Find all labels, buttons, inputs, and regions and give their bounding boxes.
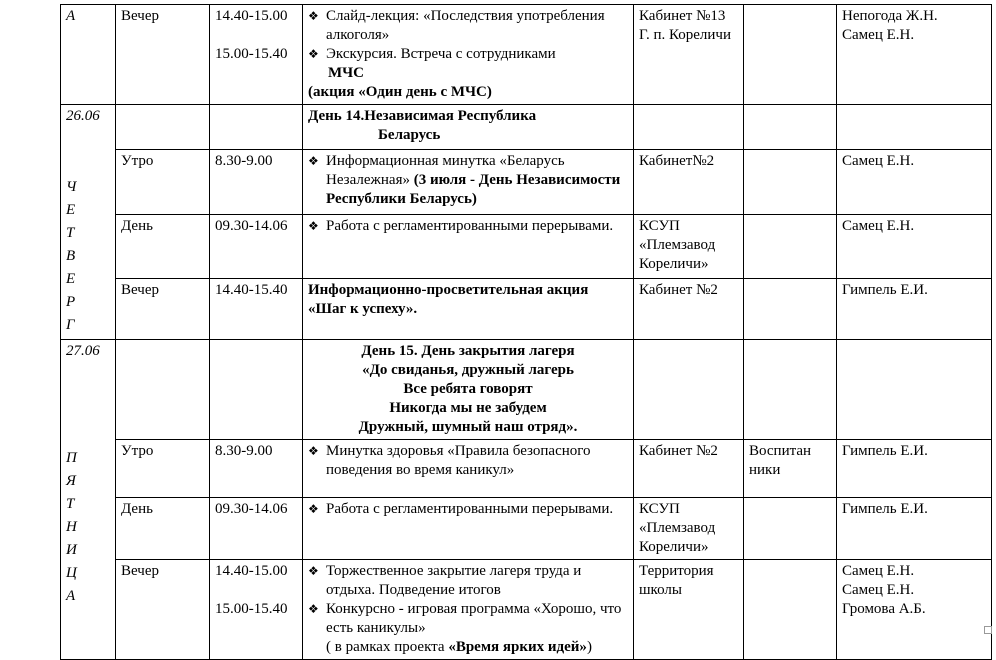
activity-cell: ❖ Работа с регламентированными перерывами. bbox=[303, 214, 634, 279]
responsible-cell: Самец Е.Н. Самец Е.Н. Громова А.Б. bbox=[837, 560, 992, 660]
bullet-icon: ❖ bbox=[308, 502, 319, 516]
table-row bbox=[61, 214, 992, 279]
table-row bbox=[61, 279, 992, 340]
part-of-day: Вечер bbox=[116, 5, 210, 105]
responsible-cell: Гимпель Е.И. bbox=[837, 440, 992, 498]
table-row bbox=[61, 149, 992, 214]
responsible-cell: Самец Е.Н. bbox=[837, 149, 992, 214]
weekday-letter: Ц bbox=[66, 565, 77, 581]
place-cell: КСУП «Племзавод Кореличи» bbox=[634, 214, 744, 279]
part-of-day: Вечер bbox=[116, 279, 210, 340]
table-row bbox=[61, 498, 992, 560]
bullet-icon: ❖ bbox=[308, 218, 319, 233]
time-cell: 8.30-9.00 bbox=[210, 149, 303, 214]
part-of-day: Утро bbox=[116, 440, 210, 498]
day-title-line: День 15. День закрытия лагеря bbox=[361, 343, 575, 359]
weekday-letter: И bbox=[66, 542, 77, 558]
time-cell: 14.40-15.00 15.00-15.40 bbox=[210, 5, 303, 105]
weekday-letter: Я bbox=[66, 473, 76, 489]
participants-cell bbox=[744, 560, 837, 660]
table-row bbox=[61, 5, 992, 105]
weekday-vertical bbox=[66, 176, 110, 337]
day-title-cell bbox=[303, 340, 634, 440]
place-cell: Кабинет №2 bbox=[634, 440, 744, 498]
weekday-letter: А bbox=[66, 588, 76, 604]
day-title-line: Дружный, шумный наш отряд». bbox=[358, 419, 578, 435]
weekday-letter: П bbox=[66, 450, 77, 466]
place-cell: Кабинет№2 bbox=[634, 149, 744, 214]
weekday-letter: В bbox=[66, 248, 76, 264]
weekday-vertical bbox=[66, 447, 110, 608]
participants-cell: Воспитан ники bbox=[744, 440, 837, 498]
schedule-table bbox=[60, 4, 992, 660]
day-title-cell: День 14.Независимая Республика Беларусь bbox=[303, 105, 634, 150]
participants-cell bbox=[744, 498, 837, 560]
participants-cell bbox=[744, 149, 837, 214]
bullet-icon: ❖ bbox=[308, 47, 319, 61]
activity-cell: ❖ Работа с регламентированными перерывами. bbox=[303, 498, 634, 560]
part-of-day: День bbox=[116, 214, 210, 279]
responsible-cell: Самец Е.Н. bbox=[837, 214, 992, 279]
activity-cell: ❖ Минутка здоровья «Правила безопасного поведения во время каникул» bbox=[303, 440, 634, 498]
day-date-cell bbox=[61, 340, 116, 660]
weekday-letter: Г bbox=[66, 317, 75, 333]
weekday-letter: Е bbox=[66, 271, 76, 287]
day-title-line: «До свиданья, дружный лагерь bbox=[362, 362, 574, 378]
weekday-letter: Ч bbox=[66, 179, 77, 195]
weekday-letter: Е bbox=[66, 202, 76, 218]
time-cell: 8.30-9.00 bbox=[210, 440, 303, 498]
participants-cell bbox=[744, 5, 837, 105]
bullet-icon: ❖ bbox=[308, 153, 319, 168]
table-resize-handle[interactable] bbox=[984, 626, 992, 634]
table-row bbox=[61, 340, 992, 440]
day-title-line: Все ребята говорят bbox=[403, 381, 533, 397]
day-date-cell bbox=[61, 105, 116, 340]
date-label: 27.06 bbox=[66, 343, 100, 359]
place-cell: Кабинет №2 bbox=[634, 279, 744, 340]
part-of-day: Вечер bbox=[116, 560, 210, 660]
weekday-letter: Р bbox=[66, 294, 76, 310]
table-row bbox=[61, 560, 992, 660]
time-cell: 14.40-15.00 15.00-15.40 bbox=[210, 560, 303, 660]
table-row bbox=[61, 440, 992, 498]
day-title-line: Никогда мы не забудем bbox=[389, 400, 547, 416]
part-of-day: Утро bbox=[116, 149, 210, 214]
table-row bbox=[61, 105, 992, 150]
date-label: 26.06 bbox=[66, 108, 100, 124]
part-of-day: День bbox=[116, 498, 210, 560]
time-cell: 14.40-15.40 bbox=[210, 279, 303, 340]
place-cell: КСУП «Племзавод Кореличи» bbox=[634, 498, 744, 560]
day-letter-cell: А bbox=[61, 5, 116, 105]
participants-cell bbox=[744, 214, 837, 279]
activity-cell: Информационно-просветительная акция «Шаг к успеху». bbox=[303, 279, 634, 340]
time-cell: 09.30-14.06 bbox=[210, 214, 303, 279]
participants-cell bbox=[744, 279, 837, 340]
weekday-letter: Т bbox=[66, 496, 75, 512]
responsible-cell: Гимпель Е.И. bbox=[837, 498, 992, 560]
time-cell: 09.30-14.06 bbox=[210, 498, 303, 560]
activity-cell: ❖ Информационная минутка «Беларусь Незалежная» (3 июля - День Независимости Республики Беларусь) bbox=[303, 149, 634, 214]
place-cell: Территория школы bbox=[634, 560, 744, 660]
bullet-icon: ❖ bbox=[308, 564, 319, 578]
activity-cell: ❖ Торжественное закрытие лагеря труда и отдыха. Подведение итогов ❖ Конкурсно - игровая программа «Хорошо, что есть каникулы» ( в рамках проекта «Время ярких идей») bbox=[303, 560, 634, 660]
responsible-cell: Гимпель Е.И. bbox=[837, 279, 992, 340]
bullet-icon: ❖ bbox=[308, 602, 319, 616]
place-cell: Кабинет №13 Г. п. Кореличи bbox=[634, 5, 744, 105]
activity-cell: ❖ Слайд-лекция: «Последствия употребления алкоголя» ❖ Экскурсия. Встреча с сотрудниками МЧС (акция «Один день с МЧС) bbox=[303, 5, 634, 105]
responsible-cell: Непогода Ж.Н. Самец Е.Н. bbox=[837, 5, 992, 105]
weekday-letter: Т bbox=[66, 225, 75, 241]
bullet-icon: ❖ bbox=[308, 444, 319, 458]
bullet-icon: ❖ bbox=[308, 9, 319, 23]
weekday-letter: Н bbox=[66, 519, 77, 535]
